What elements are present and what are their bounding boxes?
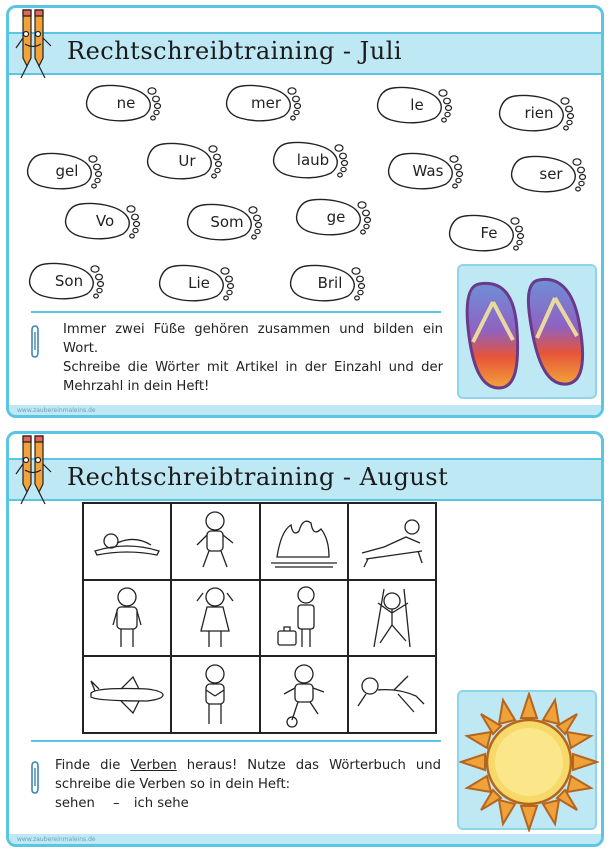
syllable: Lie — [188, 274, 210, 292]
syllable: ne — [116, 94, 136, 112]
example-left: sehen — [55, 796, 95, 811]
example-dash: – — [113, 796, 120, 811]
grid-cell-child-climbing — [348, 580, 436, 657]
grid-cell-boy-standing — [83, 580, 171, 657]
sun-illustration-box — [457, 690, 597, 830]
footprint-card[interactable] — [445, 212, 527, 254]
grid-cell-girl-standing — [171, 580, 259, 657]
syllable: Fe — [480, 224, 498, 242]
child-standing-icon — [193, 662, 237, 728]
child-walking-icon — [193, 509, 237, 573]
fire-icon — [267, 511, 341, 571]
syllable: Vo — [95, 212, 115, 230]
grid-cell-airplane — [83, 656, 171, 733]
footprint-card[interactable] — [23, 150, 105, 192]
footprint-card[interactable] — [269, 139, 351, 181]
picture-grid — [82, 502, 437, 734]
instruction-line: Immer zwei Füße gehören zusammen und bilden ein Wort. — [63, 322, 443, 356]
grid-cell-child-walking — [171, 503, 259, 580]
child-playing-ball-icon — [278, 662, 330, 728]
title-band — [9, 32, 601, 75]
grid-cell-child-standing — [171, 656, 259, 733]
grid-cell-child-playing-ball — [260, 656, 348, 733]
divider — [31, 740, 441, 742]
boy-standing-icon — [105, 585, 149, 651]
pencil-mascot-icon — [15, 434, 67, 508]
footprint-card[interactable] — [61, 200, 143, 242]
keyword-verben: Verben — [130, 758, 177, 773]
grid-cell-person-with-suitcase — [260, 580, 348, 657]
card-juli — [6, 5, 604, 418]
grid-cell-sleeping-person — [83, 503, 171, 580]
sun-icon — [459, 692, 599, 832]
divider — [31, 311, 441, 313]
page-title: Rechtschreibtraining - Juli — [67, 37, 403, 65]
instruction-line: Schreibe die Wörter mit Artikel in der Einzahl und der Mehrzahl in dein Heft! — [63, 360, 443, 394]
instruction-text — [63, 320, 443, 396]
footprint-card[interactable] — [222, 82, 304, 124]
example-right: ich sehe — [133, 796, 189, 811]
grid-cell-person-relaxing — [348, 503, 436, 580]
footprint-card[interactable] — [286, 262, 368, 304]
footprint-card[interactable] — [384, 150, 466, 192]
sleeping-person-icon — [91, 521, 163, 561]
child-flying-icon — [354, 670, 430, 720]
person-relaxing-icon — [354, 513, 430, 569]
syllable: Som — [210, 213, 244, 231]
title-band — [9, 458, 601, 501]
footprint-card[interactable] — [82, 82, 164, 124]
footprint-card[interactable] — [183, 201, 265, 243]
syllable: rien — [524, 104, 554, 122]
footprint-card[interactable] — [373, 84, 455, 126]
syllable: gel — [55, 162, 79, 180]
footer-url: www.zaubereinmaleins.de — [17, 836, 96, 843]
footer-url: www.zaubereinmaleins.de — [17, 407, 96, 414]
instruction-text — [55, 756, 441, 813]
footprint-card[interactable] — [143, 140, 225, 182]
airplane-icon — [87, 675, 167, 715]
syllable: le — [410, 96, 424, 114]
footer-band — [9, 834, 601, 844]
syllable: Ur — [178, 152, 196, 170]
syllable: Bril — [317, 274, 343, 292]
child-climbing-icon — [364, 585, 420, 651]
person-with-suitcase-icon — [274, 585, 334, 651]
grid-cell-child-flying — [348, 656, 436, 733]
grid-cell-fire — [260, 503, 348, 580]
flip-flops-icon — [459, 266, 599, 401]
syllable: mer — [250, 94, 281, 112]
footprint-card[interactable] — [495, 92, 577, 134]
footprint-card[interactable] — [155, 262, 237, 304]
syllable: ser — [539, 165, 563, 183]
footprint-card[interactable] — [292, 196, 374, 238]
syllable: ge — [326, 208, 346, 226]
paperclip-icon — [29, 760, 41, 796]
page-title: Rechtschreibtraining - August — [67, 463, 449, 491]
footer-band — [9, 405, 601, 415]
footprint-card[interactable] — [25, 260, 107, 302]
syllable: laub — [296, 151, 330, 169]
syllable: Was — [412, 162, 444, 180]
footprint-card[interactable] — [507, 153, 589, 195]
paperclip-icon — [29, 324, 41, 360]
syllable: Son — [54, 272, 84, 290]
card-august — [6, 431, 604, 847]
example-line — [55, 794, 441, 813]
instruction-paragraph: Finde die Verben heraus! Nutze das Wörterbuch und schreibe die Verben so in dein Heft: — [55, 758, 441, 792]
girl-standing-icon — [193, 585, 237, 651]
flip-flops-illustration-box — [457, 264, 597, 399]
pencil-mascot-icon — [15, 8, 67, 82]
